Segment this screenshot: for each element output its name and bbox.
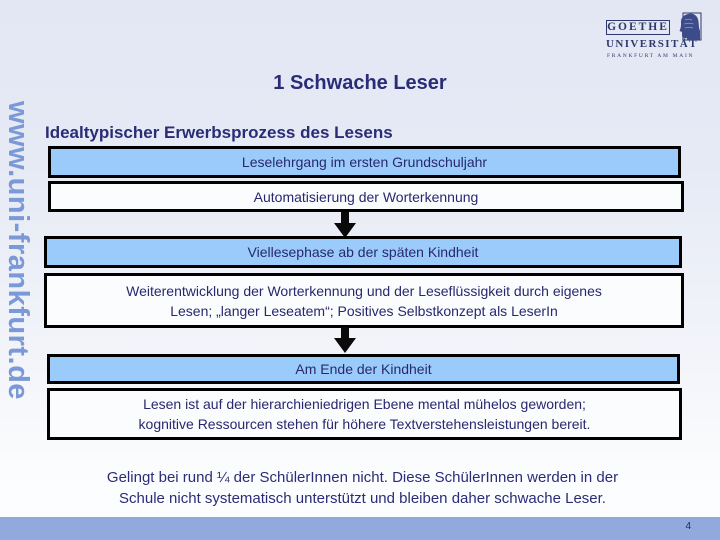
logo-university-text: UNIVERSITÄT	[606, 38, 698, 50]
flow-box-line: Lesen ist auf der hierarchieniedrigen Ebene mental mühelos geworden;	[143, 396, 586, 412]
section-heading: Idealtypischer Erwerbsprozess des Lesens	[45, 123, 393, 142]
flow-box-description-3	[47, 388, 682, 440]
flow-box-description-2	[44, 273, 684, 328]
flow-box-phase-3	[47, 354, 680, 384]
flow-box-line: Lesen; „langer Leseatem“; Positives Selbstkonzept als LeserIn	[170, 302, 558, 319]
flow-box-label: Viellesephase ab der späten Kindheit	[247, 244, 479, 260]
slide-title: 1 Schwache Leser	[273, 72, 447, 94]
conclusion-text	[35, 467, 690, 509]
goethe-university-logo	[606, 12, 708, 60]
flow-box-phase-2	[44, 236, 682, 268]
footer-bar	[0, 517, 720, 540]
down-arrow-icon	[333, 327, 357, 353]
down-arrow-icon	[333, 212, 357, 238]
flow-box-label: Am Ende der Kindheit	[295, 361, 432, 377]
logo-city-text: FRANKFURT AM MAIN	[607, 53, 695, 59]
logo-wordmark: GOETHE	[607, 21, 669, 33]
sidebar-url-text: www.uni-frankfurt.de	[2, 101, 34, 400]
conclusion-line: Gelingt bei rund ¼ der SchülerInnen nicht. Diese SchülerInnen werden in der	[106, 469, 619, 486]
conclusion-line: Schule nicht systematisch unterstützt und bleiben daher schwache Leser.	[119, 490, 606, 507]
page-number: 4	[685, 521, 691, 532]
flow-box-label: Leselehrgang im ersten Grundschuljahr	[241, 154, 488, 170]
flow-box-description-1	[48, 181, 684, 212]
flow-box-label: Automatisierung der Worterkennung	[253, 188, 479, 205]
flow-box-line: Weiterentwicklung der Worterkennung und der Leseflüssigkeit durch eigenes	[126, 282, 602, 299]
flow-box-line: kognitive Ressourcen stehen für höhere Textverstehensleistungen bereit.	[138, 416, 591, 432]
flow-box-phase-1	[48, 146, 681, 178]
